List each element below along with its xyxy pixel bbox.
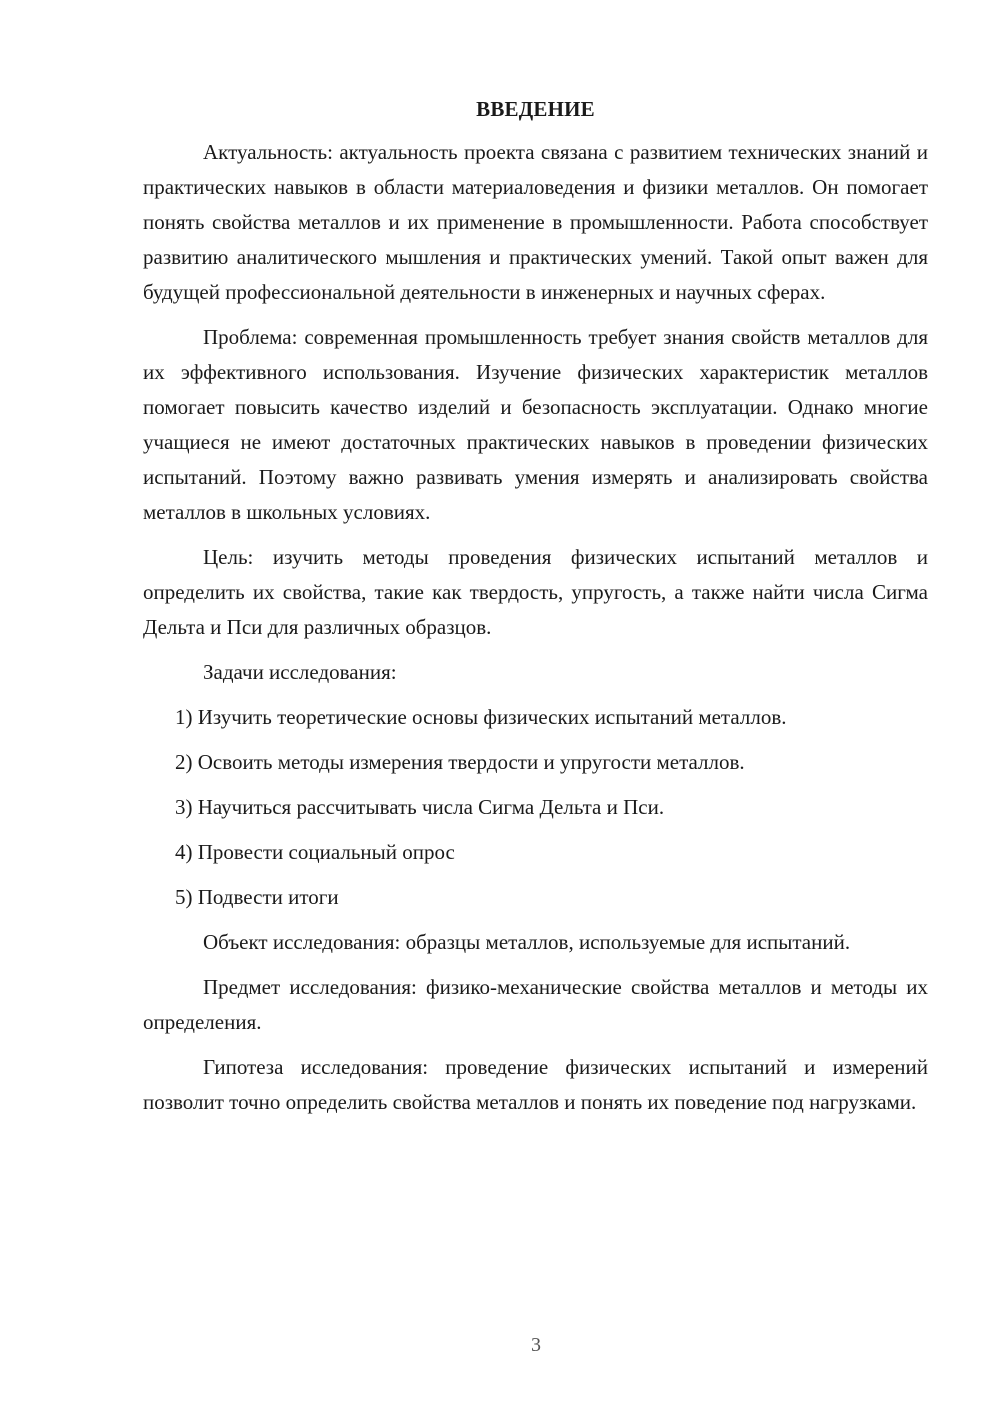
object-paragraph: Объект исследования: образцы металлов, используемые для испытаний.: [203, 930, 851, 954]
document-page: [143, 92, 928, 1130]
page-number: 3: [531, 1334, 541, 1356]
page-title: ВВЕДЕНИЕ: [476, 97, 595, 121]
hypothesis-paragraph: Гипотеза исследования: проведение физических испытаний и измерений позволит точно определить свойства металлов и понять их поведение под нагрузками.: [143, 1055, 928, 1114]
goal-paragraph: Цель: изучить методы проведения физических испытаний металлов и определить их свойства, такие как твердость, упругость, а также найти числа Сигма Дельта и Пси для различных образцов.: [143, 545, 928, 639]
problem-paragraph: Проблема: современная промышленность требует знания свойств металлов для их эффективного использования. Изучение физических характеристик металлов помогает повысить качество изделий и безопасность эксплуатации. Однако многие учащиеся не имеют достаточных практических навыков в проведении физических испытаний. Поэтому важно развивать умения измерять и анализировать свойства металлов в школьных условиях.: [143, 325, 928, 524]
tasks-heading: Задачи исследования:: [203, 660, 397, 684]
relevance-paragraph: Актуальность: актуальность проекта связана с развитием технических знаний и практических навыков в области материаловедения и физики металлов. Он помогает понять свойства металлов и их применение в промышленности. Работа способствует развитию аналитического мышления и практических умений. Такой опыт важен для будущей профессиональной деятельности в инженерных и научных сферах.: [143, 140, 928, 304]
list-item: 5) Подвести итоги: [175, 885, 339, 909]
list-item: 3) Научиться рассчитывать числа Сигма Дельта и Пси.: [175, 795, 665, 819]
list-item: 2) Освоить методы измерения твердости и упругости металлов.: [175, 750, 745, 774]
list-item: 4) Провести социальный опрос: [175, 840, 455, 864]
tasks-list: [143, 700, 928, 915]
subject-paragraph: Предмет исследования: физико-механические свойства металлов и методы их определения.: [143, 975, 928, 1034]
list-item: 1) Изучить теоретические основы физических испытаний металлов.: [175, 705, 787, 729]
